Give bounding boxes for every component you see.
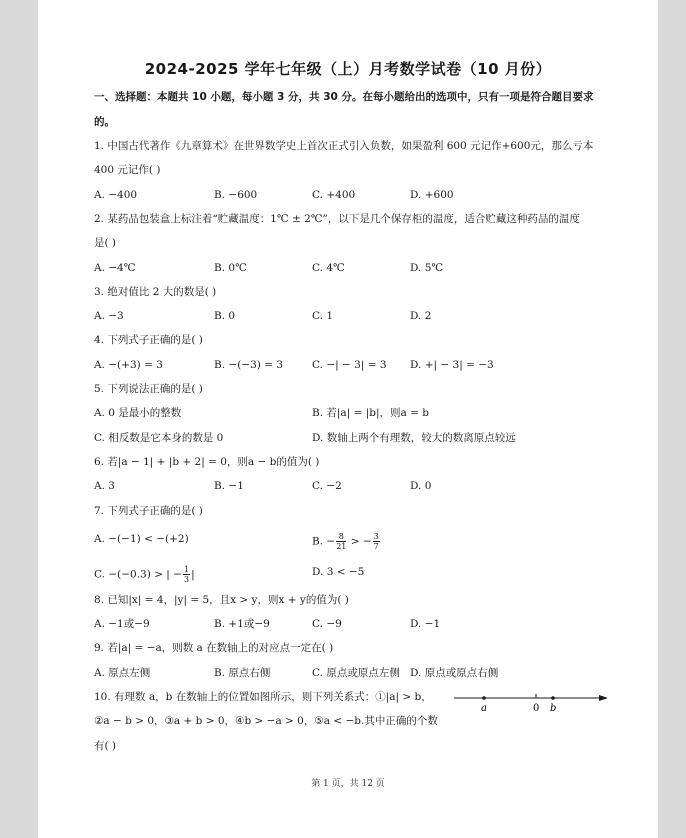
q4-option-d[interactable]: D. +| − 3| = −3 (410, 359, 494, 371)
q4-option-a[interactable]: A. −(+3) = 3 (94, 359, 163, 371)
q6-option-c[interactable]: C. −2 (312, 480, 342, 492)
q3-option-b[interactable]: B. 0 (214, 310, 236, 322)
q1-stem: 1. 中国古代著作《九章算术》在世界数学史上首次正式引入负数，如果盈利 600 元记作+600元，那么亏本 (94, 140, 594, 152)
q7b-f1-den: 21 (336, 542, 347, 551)
q2-option-a[interactable]: A. −4℃ (94, 262, 136, 274)
q2-option-c[interactable]: C. 4℃ (312, 262, 345, 274)
q7c-prefix: C. −(−0.3) > | − (94, 568, 182, 581)
q7b-fraction-2 (373, 532, 380, 551)
point-a-dot (482, 696, 486, 700)
q3-option-c[interactable]: C. 1 (312, 310, 334, 322)
q10-stem: 10. 有理数 a，b 在数轴上的位置如图所示，则下列关系式：①|a| > b， (94, 691, 432, 703)
q7b-f2-den: 7 (373, 542, 379, 551)
q1-option-c[interactable]: C. +400 (312, 189, 356, 201)
q2-option-d[interactable]: D. 5℃ (410, 262, 444, 274)
q10-stem-cont: ②a − b > 0，③a + b > 0，④b > −a > 0，⑤a < −b.其中正确的个数 (94, 715, 438, 727)
q7b-f1-num: 8 (336, 532, 346, 542)
q1-option-a[interactable]: A. −400 (94, 189, 138, 201)
q3-stem: 3. 绝对值比 2 大的数是( ) (94, 286, 217, 298)
q7c-den: 3 (183, 575, 190, 584)
q7-option-c[interactable] (94, 565, 195, 584)
q8-option-c[interactable]: C. −9 (312, 618, 342, 630)
origin-label: 0 (533, 703, 540, 714)
point-b-dot (551, 696, 555, 700)
q7b-f2-num: 3 (373, 532, 379, 541)
q4-option-b[interactable]: B. −(−3) = 3 (214, 359, 284, 371)
page-title: 2024-2025 学年七年级（上）月考数学试卷（10 月份） (144, 60, 552, 78)
q10-stem-end: 有( ) (94, 740, 117, 752)
q8-option-d[interactable]: D. −1 (410, 618, 441, 630)
q9-option-c[interactable]: C. 原点或原点左侧 (312, 667, 400, 679)
q7-stem: 7. 下列式子正确的是( ) (94, 505, 203, 517)
q7b-mid: > − (347, 535, 372, 548)
q7c-num: 1 (183, 565, 190, 574)
q9-option-b[interactable]: B. 原点右侧 (214, 667, 271, 679)
q7c-suffix: | (191, 568, 195, 581)
section-heading: 一、选择题：本题共 10 小题，每小题 3 分，共 30 分。在每小题给出的选项中，只有一项是符合题目要求 (94, 91, 594, 103)
q5-option-c[interactable]: C. 相反数是它本身的数是 0 (94, 432, 224, 444)
q9-option-a[interactable]: A. 原点左侧 (94, 667, 151, 679)
q9-stem: 9. 若|a| = −a，则数 a 在数轴上的对应点一定在( ) (94, 642, 334, 654)
section-heading-cont: 的。 (94, 116, 115, 128)
q8-option-b[interactable]: B. +1或−9 (214, 618, 270, 630)
q7b-prefix: B. − (312, 535, 336, 548)
q2-stem-cont: 是( ) (94, 237, 117, 249)
q9-option-d[interactable]: D. 原点或原点右侧 (410, 667, 499, 679)
q6-option-b[interactable]: B. −1 (214, 480, 244, 492)
number-line-arrow-icon (599, 695, 608, 701)
q1-option-d[interactable]: D. +600 (410, 189, 454, 201)
point-a-label: a (481, 703, 487, 714)
q6-option-d[interactable]: D. 0 (410, 480, 432, 492)
q5-option-a[interactable]: A. 0 是最小的整数 (94, 407, 182, 419)
q8-option-a[interactable]: A. −1或−9 (94, 618, 150, 630)
q7-option-a[interactable]: A. −(−1) < −(+2) (94, 533, 189, 545)
exam-page (38, 0, 658, 838)
q2-option-b[interactable]: B. 0℃ (214, 262, 247, 274)
q2-stem: 2. 某药品包装盒上标注着“贮藏温度：1℃ ± 2℃”，以下是几个保存柜的温度，适合贮藏这种药品的温度 (94, 213, 580, 225)
q6-option-a[interactable]: A. 3 (94, 480, 115, 492)
q5-stem: 5. 下列说法正确的是( ) (94, 383, 203, 395)
number-line-figure (450, 688, 610, 716)
q1-option-b[interactable]: B. −600 (214, 189, 258, 201)
q7-option-d[interactable]: D. 3 < −5 (312, 566, 365, 578)
q4-option-c[interactable]: C. −| − 3| = 3 (312, 359, 387, 371)
q4-stem: 4. 下列式子正确的是( ) (94, 334, 203, 346)
q5-option-d[interactable]: D. 数轴上两个有理数，较大的数离原点较远 (312, 432, 516, 444)
q7c-fraction (183, 565, 190, 584)
q3-option-d[interactable]: D. 2 (410, 310, 432, 322)
q7-option-b[interactable] (312, 532, 381, 551)
q8-stem: 8. 已知|x| = 4，|y| = 5，且x > y，则x + y的值为( ) (94, 594, 349, 606)
q6-stem: 6. 若|a − 1| + |b + 2| = 0，则a − b的值为( ) (94, 456, 320, 468)
q3-option-a[interactable]: A. −3 (94, 310, 124, 322)
q1-stem-cont: 400 元记作( ) (94, 164, 161, 176)
q5-option-b[interactable]: B. 若|a| = |b|，则a = b (312, 407, 429, 419)
q7b-fraction-1 (336, 532, 346, 551)
point-b-label: b (550, 703, 557, 714)
page-footer: 第 1 页，共 12 页 (311, 779, 385, 789)
